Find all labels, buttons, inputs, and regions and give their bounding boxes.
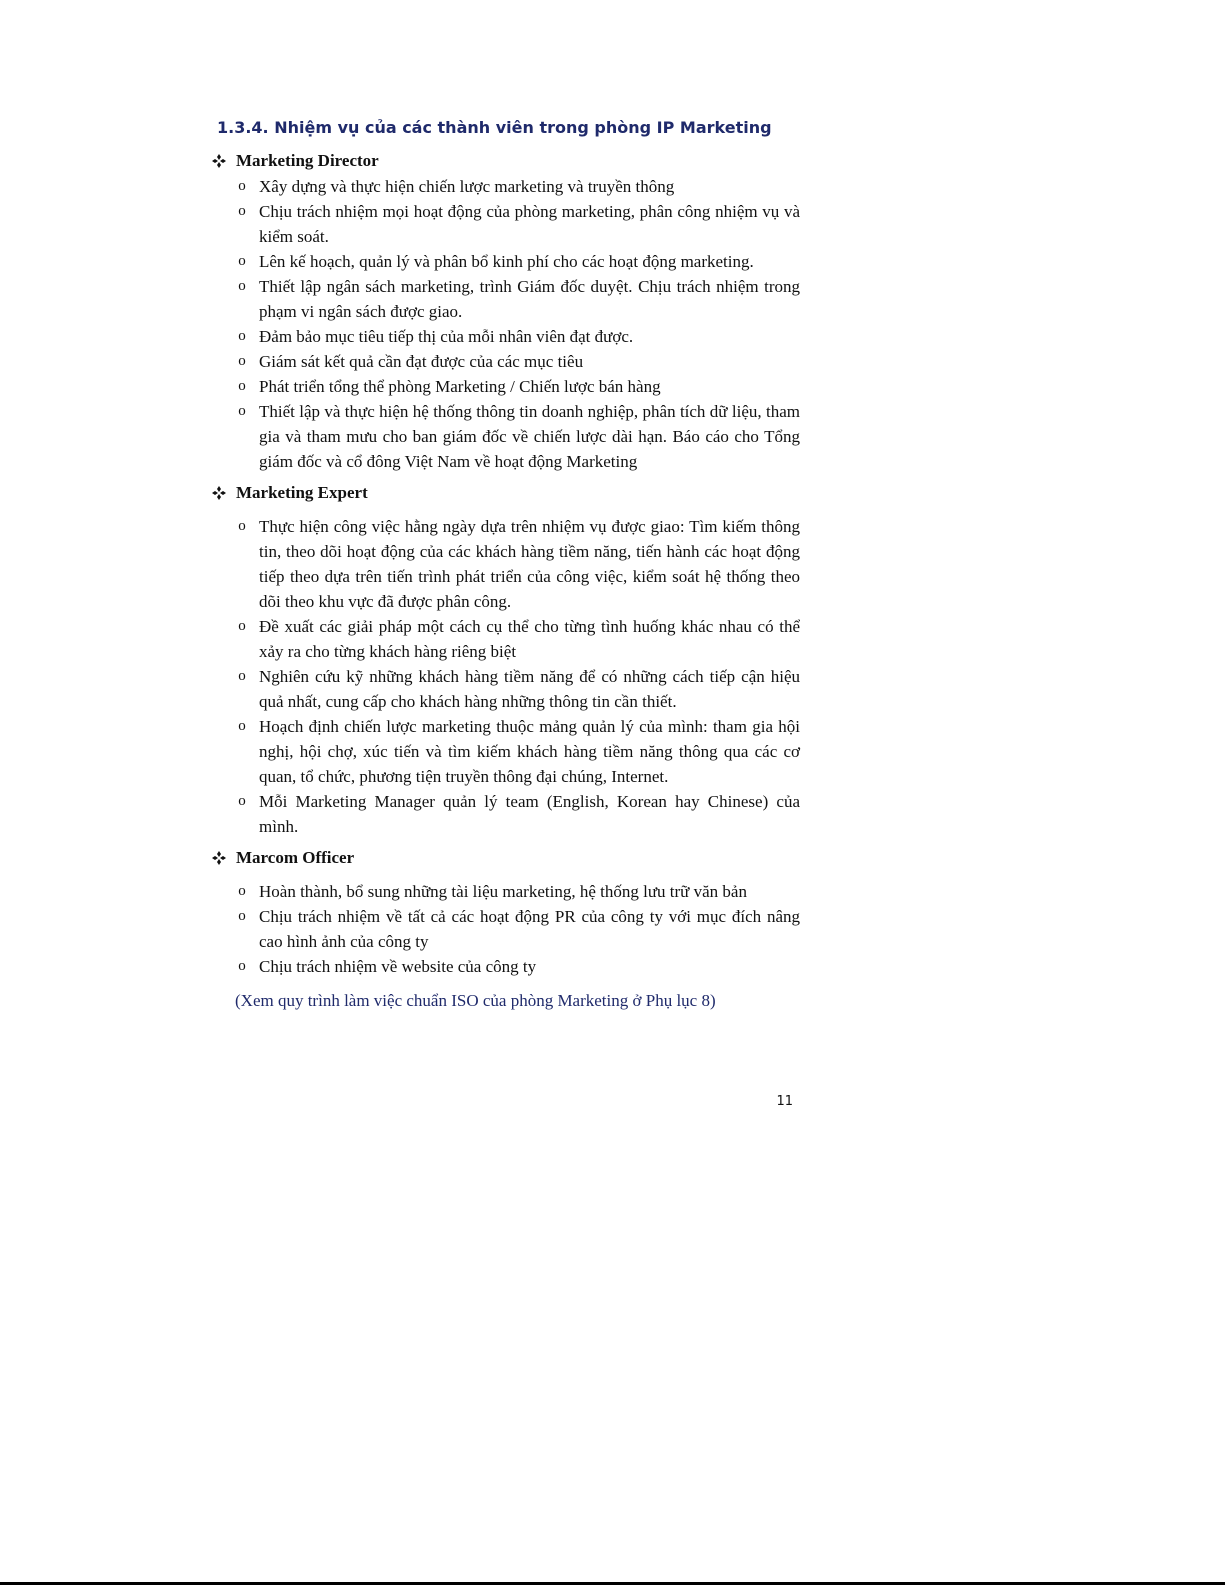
circle-bullet-icon: o [238, 718, 246, 734]
list-item-text: Đề xuất các giải pháp một cách cụ thể cho từng tình huống khác nhau có thể xảy ra cho từng khách hàng riêng biệt [259, 617, 800, 661]
four-diamond-icon [212, 486, 226, 500]
appendix-note: (Xem quy trình làm việc chuẩn ISO của phòng Marketing ở Phụ lục 8) [235, 991, 716, 1010]
section-title [212, 845, 800, 871]
section-title [212, 148, 800, 174]
list-item [235, 174, 800, 199]
list-item [235, 789, 800, 839]
page-number: 11 [776, 1094, 793, 1109]
list-item [235, 399, 800, 474]
item-list [212, 174, 800, 474]
section-marketing-director [212, 148, 800, 474]
circle-bullet-icon: o [238, 883, 246, 899]
list-item [235, 904, 800, 954]
list-item-text: Chịu trách nhiệm về website của công ty [259, 957, 537, 976]
list-item-text: Lên kế hoạch, quản lý và phân bổ kinh phí cho các hoạt động marketing. [259, 252, 754, 271]
list-item-text: Hoàn thành, bổ sung những tài liệu marketing, hệ thống lưu trữ văn bản [259, 882, 747, 901]
list-item [235, 349, 800, 374]
section-heading: 1.3.4. Nhiệm vụ của các thành viên trong phòng IP Marketing [217, 118, 772, 137]
item-list [212, 514, 800, 839]
list-item-text: Chịu trách nhiệm mọi hoạt động của phòng marketing, phân công nhiệm vụ và kiểm soát. [259, 202, 800, 246]
circle-bullet-icon: o [238, 793, 246, 809]
list-item-text: Giám sát kết quả cần đạt được của các mục tiêu [259, 352, 584, 371]
item-list [212, 879, 800, 979]
circle-bullet-icon: o [238, 253, 246, 269]
circle-bullet-icon: o [238, 203, 246, 219]
list-item-text: Đảm bảo mục tiêu tiếp thị của mỗi nhân viên đạt được. [259, 327, 634, 346]
list-item-text: Mỗi Marketing Manager quản lý team (English, Korean hay Chinese) của mình. [259, 792, 800, 836]
circle-bullet-icon: o [238, 178, 246, 194]
list-item-text: Hoạch định chiến lược marketing thuộc mảng quản lý của mình: tham gia hội nghị, hội chợ, xúc tiến và tìm kiếm khách hàng tiềm năng thông qua các cơ quan, tổ chức, phương tiện truyền thông đại chúng, Internet. [259, 717, 800, 786]
section-title [212, 480, 800, 506]
list-item-text: Phát triển tổng thể phòng Marketing / Chiến lược bán hàng [259, 377, 661, 396]
circle-bullet-icon: o [238, 353, 246, 369]
circle-bullet-icon: o [238, 328, 246, 344]
circle-bullet-icon: o [238, 278, 246, 294]
section-title-text: Marketing Director [236, 151, 379, 170]
list-item [235, 249, 800, 274]
circle-bullet-icon: o [238, 958, 246, 974]
list-item [235, 664, 800, 714]
list-item [235, 614, 800, 664]
circle-bullet-icon: o [238, 518, 246, 534]
section-title-text: Marketing Expert [236, 483, 368, 502]
list-item [235, 324, 800, 349]
circle-bullet-icon: o [238, 403, 246, 419]
list-item-text: Nghiên cứu kỹ những khách hàng tiềm năng để có những cách tiếp cận hiệu quả nhất, cung cấp cho khách hàng những thông tin cần thiết. [259, 667, 800, 711]
list-item [235, 714, 800, 789]
list-item-text: Thực hiện công việc hằng ngày dựa trên nhiệm vụ được giao: Tìm kiếm thông tin, theo dõi hoạt động của các khách hàng tiềm năng, tiến hành các hoạt động tiếp theo dựa trên tiến trình phát triển của công việc, kiểm soát hệ thống theo dõi theo khu vực đã được phân công. [259, 517, 800, 611]
list-item [235, 954, 800, 979]
document-body [212, 148, 800, 1014]
list-item-text: Thiết lập ngân sách marketing, trình Giám đốc duyệt. Chịu trách nhiệm trong phạm vi ngân sách được giao. [259, 277, 800, 321]
circle-bullet-icon: o [238, 908, 246, 924]
list-item-text: Thiết lập và thực hiện hệ thống thông tin doanh nghiệp, phân tích dữ liệu, tham gia và tham mưu cho ban giám đốc về chiến lược dài hạn. Báo cáo cho Tổng giám đốc và cổ đông Việt Nam về hoạt động Marketing [259, 402, 800, 471]
list-item [235, 374, 800, 399]
four-diamond-icon [212, 851, 226, 865]
section-title-text: Marcom Officer [236, 848, 355, 867]
list-item-text: Chịu trách nhiệm về tất cả các hoạt động PR của công ty với mục đích nâng cao hình ảnh của công ty [259, 907, 800, 951]
list-item-text: Xây dựng và thực hiện chiến lược marketing và truyền thông [259, 177, 675, 196]
section-marcom-officer [212, 845, 800, 1014]
list-item [235, 879, 800, 904]
list-item [235, 514, 800, 614]
circle-bullet-icon: o [238, 378, 246, 394]
four-diamond-icon [212, 154, 226, 168]
section-marketing-expert [212, 480, 800, 839]
list-item [235, 274, 800, 324]
circle-bullet-icon: o [238, 668, 246, 684]
list-item [235, 199, 800, 249]
circle-bullet-icon: o [238, 618, 246, 634]
